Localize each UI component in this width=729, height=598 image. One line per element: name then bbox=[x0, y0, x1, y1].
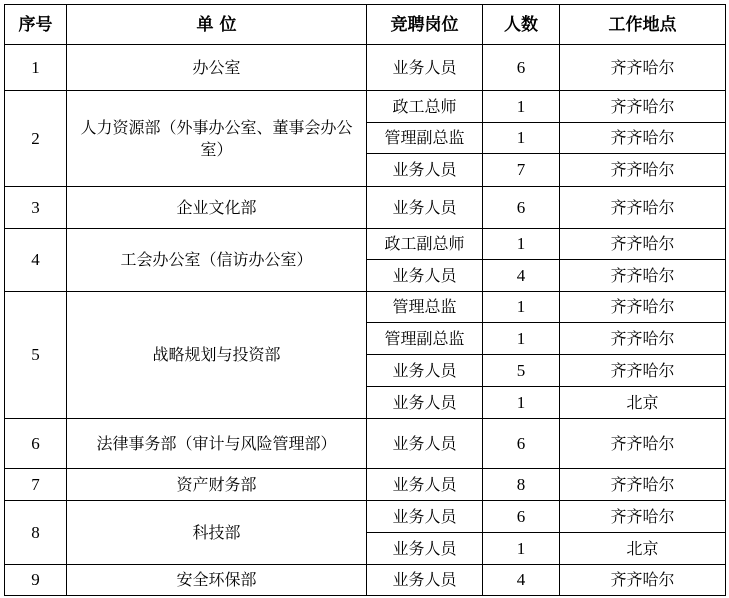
table-row bbox=[5, 91, 726, 123]
position-cell: 业务人员 bbox=[367, 260, 483, 292]
location-cell: 齐齐哈尔 bbox=[560, 565, 726, 596]
seq-cell: 9 bbox=[5, 565, 67, 596]
unit-cell: 科技部 bbox=[67, 501, 367, 565]
location-cell: 北京 bbox=[560, 387, 726, 419]
header-seq: 序号 bbox=[5, 5, 67, 45]
table-row bbox=[5, 565, 726, 596]
table-row bbox=[5, 229, 726, 260]
location-cell: 齐齐哈尔 bbox=[560, 91, 726, 123]
position-cell: 政工总师 bbox=[367, 91, 483, 123]
header-count: 人数 bbox=[483, 5, 560, 45]
count-cell: 1 bbox=[483, 387, 560, 419]
table-row bbox=[5, 45, 726, 91]
table-row bbox=[5, 469, 726, 501]
unit-cell: 人力资源部（外事办公室、董事会办公室） bbox=[67, 91, 367, 187]
unit-cell: 办公室 bbox=[67, 45, 367, 91]
location-cell: 齐齐哈尔 bbox=[560, 323, 726, 355]
seq-cell: 3 bbox=[5, 187, 67, 229]
location-cell: 齐齐哈尔 bbox=[560, 260, 726, 292]
location-cell: 齐齐哈尔 bbox=[560, 154, 726, 187]
location-cell: 齐齐哈尔 bbox=[560, 229, 726, 260]
recruitment-table bbox=[4, 4, 726, 596]
position-cell: 业务人员 bbox=[367, 469, 483, 501]
table-row bbox=[5, 501, 726, 533]
location-cell: 齐齐哈尔 bbox=[560, 501, 726, 533]
header-position: 竞聘岗位 bbox=[367, 5, 483, 45]
unit-cell: 资产财务部 bbox=[67, 469, 367, 501]
count-cell: 1 bbox=[483, 533, 560, 565]
location-cell: 齐齐哈尔 bbox=[560, 355, 726, 387]
count-cell: 7 bbox=[483, 154, 560, 187]
unit-cell: 工会办公室（信访办公室） bbox=[67, 229, 367, 292]
table-body bbox=[5, 45, 726, 596]
position-cell: 业务人员 bbox=[367, 355, 483, 387]
position-cell: 管理副总监 bbox=[367, 323, 483, 355]
position-cell: 业务人员 bbox=[367, 154, 483, 187]
count-cell: 1 bbox=[483, 229, 560, 260]
table-row bbox=[5, 419, 726, 469]
position-cell: 业务人员 bbox=[367, 45, 483, 91]
count-cell: 6 bbox=[483, 45, 560, 91]
position-cell: 业务人员 bbox=[367, 565, 483, 596]
count-cell: 1 bbox=[483, 323, 560, 355]
count-cell: 1 bbox=[483, 292, 560, 323]
seq-cell: 4 bbox=[5, 229, 67, 292]
location-cell: 齐齐哈尔 bbox=[560, 469, 726, 501]
seq-cell: 8 bbox=[5, 501, 67, 565]
seq-cell: 2 bbox=[5, 91, 67, 187]
table-row bbox=[5, 292, 726, 323]
location-cell: 齐齐哈尔 bbox=[560, 187, 726, 229]
header-unit: 单 位 bbox=[67, 5, 367, 45]
seq-cell: 6 bbox=[5, 419, 67, 469]
unit-cell: 战略规划与投资部 bbox=[67, 292, 367, 419]
count-cell: 6 bbox=[483, 187, 560, 229]
seq-cell: 7 bbox=[5, 469, 67, 501]
count-cell: 5 bbox=[483, 355, 560, 387]
header-row bbox=[5, 5, 726, 45]
count-cell: 6 bbox=[483, 501, 560, 533]
count-cell: 6 bbox=[483, 419, 560, 469]
unit-cell: 企业文化部 bbox=[67, 187, 367, 229]
count-cell: 1 bbox=[483, 91, 560, 123]
count-cell: 8 bbox=[483, 469, 560, 501]
count-cell: 4 bbox=[483, 260, 560, 292]
position-cell: 业务人员 bbox=[367, 419, 483, 469]
location-cell: 北京 bbox=[560, 533, 726, 565]
position-cell: 业务人员 bbox=[367, 533, 483, 565]
location-cell: 齐齐哈尔 bbox=[560, 419, 726, 469]
location-cell: 齐齐哈尔 bbox=[560, 292, 726, 323]
position-cell: 业务人员 bbox=[367, 501, 483, 533]
unit-cell: 法律事务部（审计与风险管理部） bbox=[67, 419, 367, 469]
seq-cell: 1 bbox=[5, 45, 67, 91]
seq-cell: 5 bbox=[5, 292, 67, 419]
count-cell: 4 bbox=[483, 565, 560, 596]
header-location: 工作地点 bbox=[560, 5, 726, 45]
table-row bbox=[5, 187, 726, 229]
unit-cell: 安全环保部 bbox=[67, 565, 367, 596]
position-cell: 业务人员 bbox=[367, 387, 483, 419]
location-cell: 齐齐哈尔 bbox=[560, 45, 726, 91]
position-cell: 业务人员 bbox=[367, 187, 483, 229]
position-cell: 管理总监 bbox=[367, 292, 483, 323]
location-cell: 齐齐哈尔 bbox=[560, 123, 726, 154]
count-cell: 1 bbox=[483, 123, 560, 154]
position-cell: 政工副总师 bbox=[367, 229, 483, 260]
position-cell: 管理副总监 bbox=[367, 123, 483, 154]
